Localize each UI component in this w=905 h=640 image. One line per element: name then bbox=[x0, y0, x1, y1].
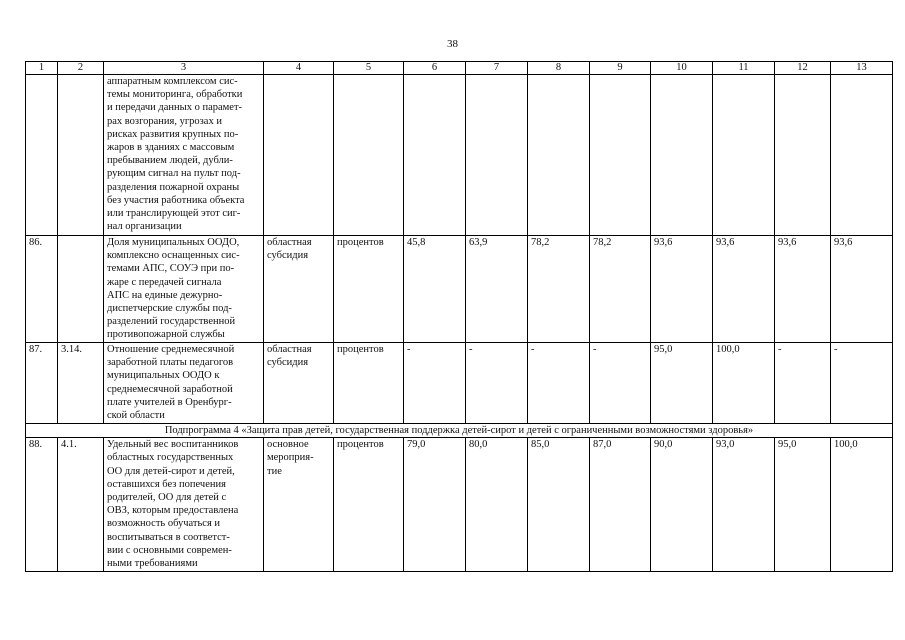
funding-source: основное мероприя- тие bbox=[264, 438, 334, 572]
value-cell: - bbox=[831, 343, 893, 424]
value-cell bbox=[831, 75, 893, 236]
value-cell bbox=[713, 75, 775, 236]
subprogram-row bbox=[26, 424, 893, 438]
value-cell: 78,2 bbox=[528, 236, 590, 343]
indicator-text: Отношение среднемесячной заработной платы педагогов муниципальных ООДО к среднемесячной заработной плате учителей в Оренбург- ской области bbox=[104, 343, 264, 424]
indicator-text: Удельный вес воспитанников областных государственных ОО для детей-сирот и детей, оставшихся без попечения родителей, ОО для детей с ОВЗ, которым предоставлена возможность обучаться и воспитываться в соответст- вии с основными современ- ными требованиями bbox=[104, 438, 264, 572]
value-cell: - bbox=[404, 343, 466, 424]
indicator-table bbox=[25, 61, 893, 572]
table-row bbox=[26, 438, 893, 572]
row-number: 88. bbox=[26, 438, 58, 572]
column-number: 4 bbox=[264, 62, 334, 75]
value-cell bbox=[775, 75, 831, 236]
row-code bbox=[58, 236, 104, 343]
unit: процентов bbox=[334, 438, 404, 572]
value-cell bbox=[404, 75, 466, 236]
value-cell: - bbox=[775, 343, 831, 424]
column-number-row bbox=[26, 62, 893, 75]
value-cell: 90,0 bbox=[651, 438, 713, 572]
subprogram-title: Подпрограмма 4 «Защита прав детей, государственная поддержка детей-сирот и детей с ограниченными возможностями здоровья» bbox=[26, 424, 893, 438]
column-number: 7 bbox=[466, 62, 528, 75]
unit: процентов bbox=[334, 343, 404, 424]
row-number bbox=[26, 75, 58, 236]
value-cell: 63,9 bbox=[466, 236, 528, 343]
column-number: 13 bbox=[831, 62, 893, 75]
value-cell: 100,0 bbox=[831, 438, 893, 572]
column-number: 10 bbox=[651, 62, 713, 75]
column-number: 12 bbox=[775, 62, 831, 75]
row-code: 3.14. bbox=[58, 343, 104, 424]
column-number: 2 bbox=[58, 62, 104, 75]
indicator-text: Доля муниципальных ООДО, комплексно оснащенных сис- темами АПС, СОУЭ при по- жаре с передачей сигнала АПС на единые дежурно- диспетчерские службы под- разделений государственной противопожарной службы bbox=[104, 236, 264, 343]
funding-source: областная субсидия bbox=[264, 236, 334, 343]
column-number: 1 bbox=[26, 62, 58, 75]
value-cell: 80,0 bbox=[466, 438, 528, 572]
funding-source: областная субсидия bbox=[264, 343, 334, 424]
column-number: 8 bbox=[528, 62, 590, 75]
value-cell: 93,6 bbox=[775, 236, 831, 343]
column-number: 11 bbox=[713, 62, 775, 75]
value-cell: 93,6 bbox=[713, 236, 775, 343]
table-row bbox=[26, 75, 893, 236]
value-cell: 78,2 bbox=[590, 236, 651, 343]
value-cell: 45,8 bbox=[404, 236, 466, 343]
value-cell: 85,0 bbox=[528, 438, 590, 572]
unit bbox=[334, 75, 404, 236]
value-cell bbox=[528, 75, 590, 236]
row-code bbox=[58, 75, 104, 236]
value-cell bbox=[651, 75, 713, 236]
value-cell: 100,0 bbox=[713, 343, 775, 424]
column-number: 6 bbox=[404, 62, 466, 75]
value-cell bbox=[590, 75, 651, 236]
value-cell: - bbox=[590, 343, 651, 424]
indicator-text: аппаратным комплексом сис- темы мониторинга, обработки и передачи данных о парамет- рах возгорания, угрозах и рисках развития крупных по- жаров в зданиях с массовым пребыванием людей, дубли- рующим сигнал на пульт под- разделения пожарной охраны без участия работника объекта или транслирующей этот сиг- нал организации bbox=[104, 75, 264, 236]
value-cell: 79,0 bbox=[404, 438, 466, 572]
value-cell: 93,6 bbox=[651, 236, 713, 343]
table-row bbox=[26, 343, 893, 424]
value-cell: 95,0 bbox=[775, 438, 831, 572]
value-cell: - bbox=[528, 343, 590, 424]
row-code: 4.1. bbox=[58, 438, 104, 572]
table-row bbox=[26, 236, 893, 343]
unit: процентов bbox=[334, 236, 404, 343]
column-number: 9 bbox=[590, 62, 651, 75]
row-number: 86. bbox=[26, 236, 58, 343]
value-cell bbox=[466, 75, 528, 236]
column-number: 5 bbox=[334, 62, 404, 75]
funding-source bbox=[264, 75, 334, 236]
value-cell: 93,6 bbox=[831, 236, 893, 343]
row-number: 87. bbox=[26, 343, 58, 424]
column-number: 3 bbox=[104, 62, 264, 75]
value-cell: 93,0 bbox=[713, 438, 775, 572]
value-cell: - bbox=[466, 343, 528, 424]
value-cell: 87,0 bbox=[590, 438, 651, 572]
value-cell: 95,0 bbox=[651, 343, 713, 424]
page-number: 38 bbox=[447, 38, 458, 50]
